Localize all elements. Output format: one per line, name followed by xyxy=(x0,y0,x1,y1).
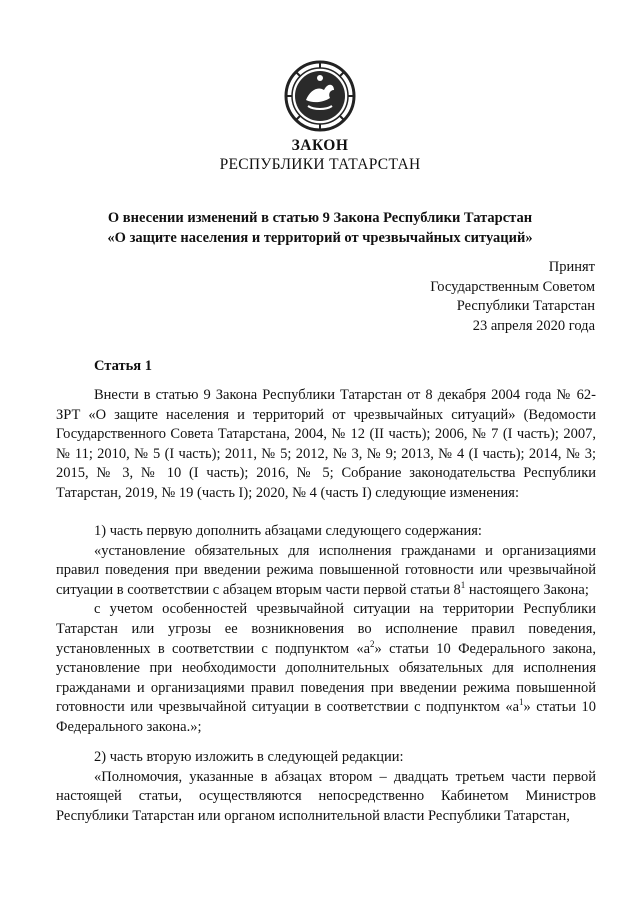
item-1-paragraph-2 xyxy=(56,600,596,737)
item-1-p1-superscript: 1 xyxy=(460,579,466,590)
document-heading-line-1: О внесении изменений в статью 9 Закона Республики Татарстан xyxy=(107,210,533,226)
item-2-heading: 2) часть вторую изложить в следующей редакции: xyxy=(94,749,404,765)
document-heading-line-2: «О защите населения и территорий от чрезвычайных ситуаций» xyxy=(107,230,533,246)
adoption-line-1: Принят xyxy=(548,259,595,275)
item-1-p2-middle: » статьи 10 Федерального закона, установление при необходимости дополнительных обязательных для исполнения гражданами и организациями правил поведения при введении режима повышенной готовности или чрезвычайной ситуации в соответствии с подпунктом «а xyxy=(56,640,596,716)
item-2-block xyxy=(56,748,596,826)
article-intro-paragraph: Внести в статью 9 Закона Республики Татарстан от 8 декабря 2004 года № 62-ЗРТ «О защите населения и территорий от чрезвычайных ситуаций» (Ведомости Государственного Совета Татарстана, 2004, № 12 (II часть); 2006, № 7 (I часть); 2007, № 11; 2010, № 5 (I часть); 2011, № 5; 2012, № 3, № 9; 2013, № 4 (I часть); 2014, № 3; 2015, № 3, № 10 (I часть); 2016, № 5; Собрание законодательства Республики Татарстан, 2019, № 19 (часть I); 2020, № 4 (часть I) следующие изменения: xyxy=(56,387,596,501)
adoption-date: 23 апреля 2020 года xyxy=(472,317,595,334)
coat-of-arms-icon xyxy=(284,60,356,132)
item-1-heading: 1) часть первую дополнить абзацами следующего содержания: xyxy=(94,523,482,539)
item-1-p2-superscript-1: 2 xyxy=(370,638,375,649)
article-intro xyxy=(56,386,596,504)
law-subtitle: РЕСПУБЛИКИ ТАТАРСТАН xyxy=(219,156,421,173)
item-1-p1-text: «установление обязательных для исполнения гражданами и организациями правил поведения при введении режима повышенной готовности или чрезвычайной ситуации в соответствии с абзацем вторым части первой статьи 8 xyxy=(56,542,596,598)
law-title: ЗАКОН xyxy=(291,137,349,154)
document-heading xyxy=(40,208,600,248)
item-1-p1-tail: настоящего Закона; xyxy=(465,581,589,598)
item-1-paragraph-1 xyxy=(56,542,596,601)
adoption-line-2: Государственным Советом xyxy=(430,278,595,295)
item-1-block xyxy=(56,522,596,738)
item-1-p2-tail: » статьи 10 Федерального закона.»; xyxy=(56,699,596,735)
item-1-p2-text: с учетом особенностей чрезвычайной ситуации на территории Республики Татарстан или угрозы ее возникновения во исполнение правил поведения, установленных в соответствии с подпунктом «а xyxy=(56,601,596,657)
item-2-paragraph-1: «Полномочия, указанные в абзацах втором – двадцать третьем части первой настоящей статьи, осуществляются непосредственно Кабинетом Министров Республики Татарстан или органом исполнительной власти Республики Татарстан, xyxy=(56,768,596,824)
adoption-line-3: Республики Татарстан xyxy=(456,298,595,314)
article-title: Статья 1 xyxy=(94,358,152,374)
item-1-p2-superscript-2: 1 xyxy=(519,697,524,708)
adoption-block xyxy=(430,258,595,336)
